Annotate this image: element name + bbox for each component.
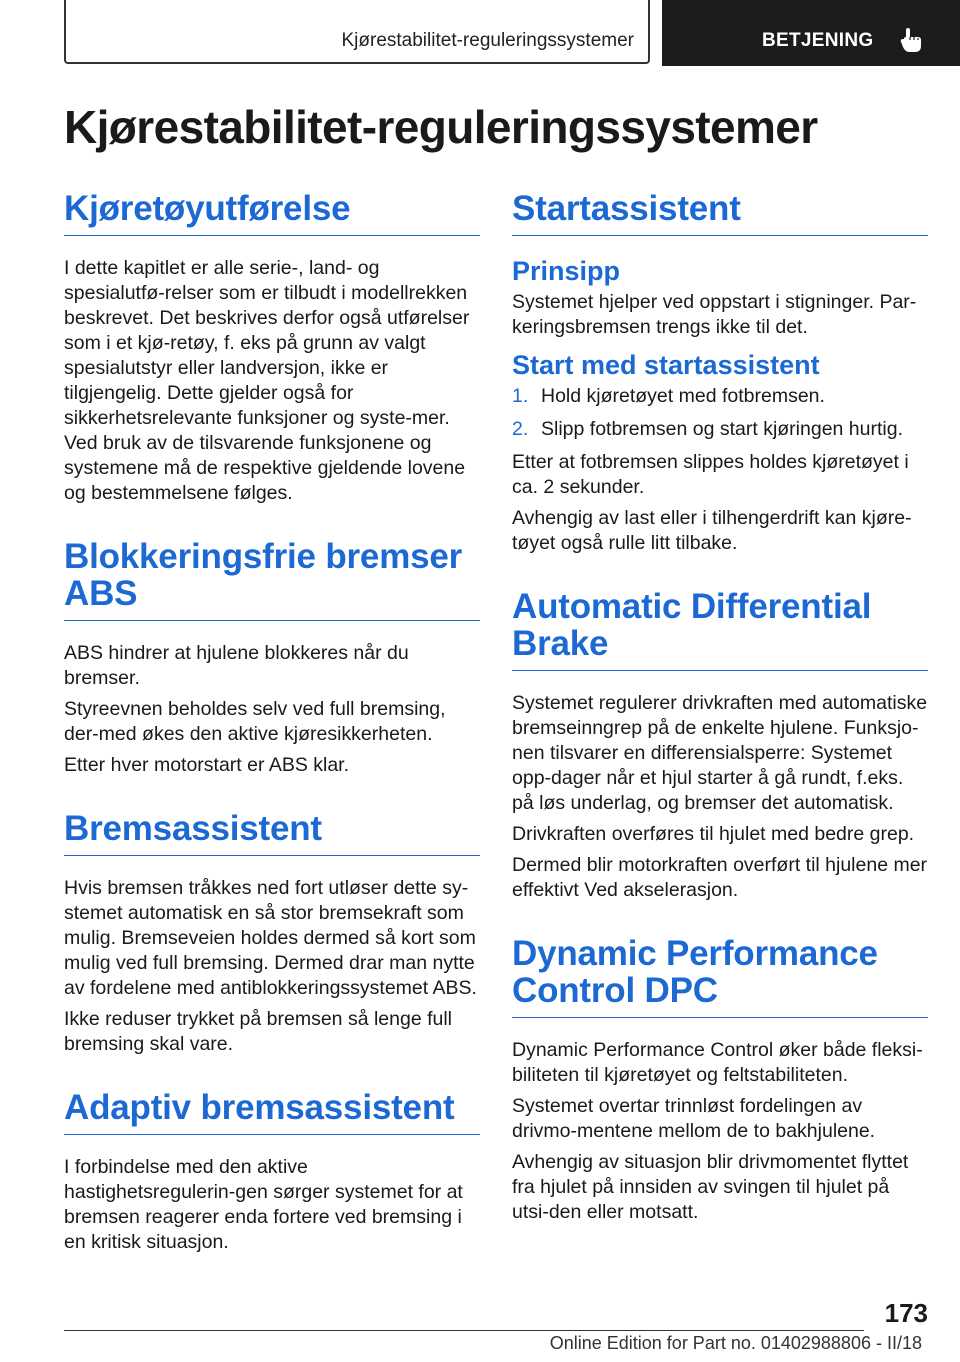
paragraph: Avhengig av last eller i tilhengerdrift kan kjøre-tøyet også rulle litt tilbake. bbox=[512, 507, 912, 554]
section-label: BETJENING bbox=[762, 30, 874, 51]
section-bremsassistent bbox=[64, 810, 480, 1057]
section-adaptiv-bremsassistent bbox=[64, 1089, 480, 1255]
subheading-prinsipp: Prinsipp bbox=[512, 256, 621, 286]
section-heading: Dynamic Performance Control DPC bbox=[512, 935, 928, 1018]
footer-divider bbox=[64, 1330, 864, 1331]
section-heading: Bremsassistent bbox=[64, 810, 480, 856]
section-abs bbox=[64, 538, 480, 778]
section-heading: Startassistent bbox=[512, 190, 928, 236]
subheading-start: Start med startassistent bbox=[512, 350, 820, 380]
section-kjoretoyutforelse bbox=[64, 190, 480, 506]
step-number: 1. bbox=[512, 385, 529, 407]
paragraph: Styreevnen beholdes selv ved full bremsing, der-med økes den aktive kjøresikkerheten. bbox=[64, 698, 446, 745]
section-heading: Adaptiv bremsassistent bbox=[64, 1089, 480, 1135]
step-text: Hold kjøretøyet med fotbremsen. bbox=[541, 385, 825, 407]
page-title: Kjørestabilitet-reguleringssystemer bbox=[64, 101, 818, 153]
hand-pointer-icon bbox=[898, 26, 926, 54]
chapter-tab bbox=[64, 0, 650, 64]
left-column bbox=[64, 190, 480, 1287]
paragraph: Etter at fotbremsen slippes holdes kjøretøyet i ca. 2 sekunder. bbox=[512, 451, 909, 498]
page-number: 173 bbox=[884, 1298, 928, 1328]
paragraph: Systemet hjelper ved oppstart i stigninger. Par-keringsbremsen trengs ikke til det. bbox=[512, 291, 917, 338]
section-heading: Kjøretøyutførelse bbox=[64, 190, 480, 236]
paragraph: Dynamic Performance Control øker både fleksi-biliteten til kjøretøyet og feltstabiliteten. bbox=[512, 1039, 923, 1086]
paragraph: Etter hver motorstart er ABS klar. bbox=[64, 754, 350, 776]
paragraph: I forbindelse med den aktive hastighetsregulerin-gen sørger systemet for at bremsen reagerer enda fortere ved bremsing i en kritisk situasjon. bbox=[64, 1156, 463, 1253]
section-dynamic-performance-control bbox=[512, 935, 928, 1225]
chapter-title: Kjørestabilitet-reguleringssystemer bbox=[341, 30, 634, 51]
paragraph: Systemet overtar trinnløst fordelingen av drivmo-mentene mellom de to bakhjulene. bbox=[512, 1095, 876, 1142]
step-text: Slipp fotbremsen og start kjøringen hurtig. bbox=[541, 418, 904, 440]
step-list bbox=[512, 384, 928, 442]
section-heading: Blokkeringsfrie bremser ABS bbox=[64, 538, 480, 621]
step-item bbox=[512, 417, 928, 442]
paragraph: Systemet regulerer drivkraften med automatiske bremseinngrep på de enkelte hjulene. Funksjo-nen tilsvarer en differensialsperre: Systemet opp-dager når et hjul starter å gå rundt, f.eks. på løs underlag, og bremser det automatisk. bbox=[512, 692, 928, 814]
edition-text: Online Edition for Part no. 01402988806 - II/18 bbox=[549, 1333, 922, 1353]
section-heading: Automatic Differential Brake bbox=[512, 588, 928, 671]
paragraph: Avhengig av situasjon blir drivmomentet flyttet fra hjulet på innsiden av svingen til hjulet på utsi-den eller motsatt. bbox=[512, 1151, 909, 1223]
paragraph: I dette kapitlet er alle serie-, land- og spesialutfø-relser som er tilbudt i modellrekken beskrevet. Det beskrives derfor også utførelser som i et kjø-retøy, f. eks på grunn av valgt spesialutstyr eller landversjon, ikke er tilgjengelig. Dette gjelder også for sikkerhetsrelevante funksjoner og syste-mer. Ved bruk av de tilsvarende funksjonene og systemene må de respektive gjeldende lovene og bestemmelsene følges. bbox=[64, 257, 470, 504]
section-automatic-differential-brake bbox=[512, 588, 928, 903]
paragraph: Drivkraften overføres til hjulet med bedre grep. bbox=[512, 823, 915, 845]
page-header bbox=[0, 0, 960, 66]
paragraph: Dermed blir motorkraften overført til hjulene mer effektivt Ved akselerasjon. bbox=[512, 854, 928, 901]
step-number: 2. bbox=[512, 418, 529, 440]
section-startassistent bbox=[512, 190, 928, 556]
paragraph: Ikke reduser trykket på bremsen så lenge full bremsing skal vare. bbox=[64, 1008, 453, 1055]
section-tab bbox=[662, 0, 960, 66]
step-item bbox=[512, 384, 928, 409]
paragraph: Hvis bremsen tråkkes ned fort utløser dette sy-stemet automatisk en så stor bremsekraft som mulig. Bremseveien holdes dermed så kort som mulig ved full bremsing. Dermed drar man nytte av fordelene med antiblokkeringssystemet ABS. bbox=[64, 877, 477, 999]
right-column bbox=[512, 190, 928, 1257]
paragraph: ABS hindrer at hjulene blokkeres når du bremser. bbox=[64, 642, 409, 689]
